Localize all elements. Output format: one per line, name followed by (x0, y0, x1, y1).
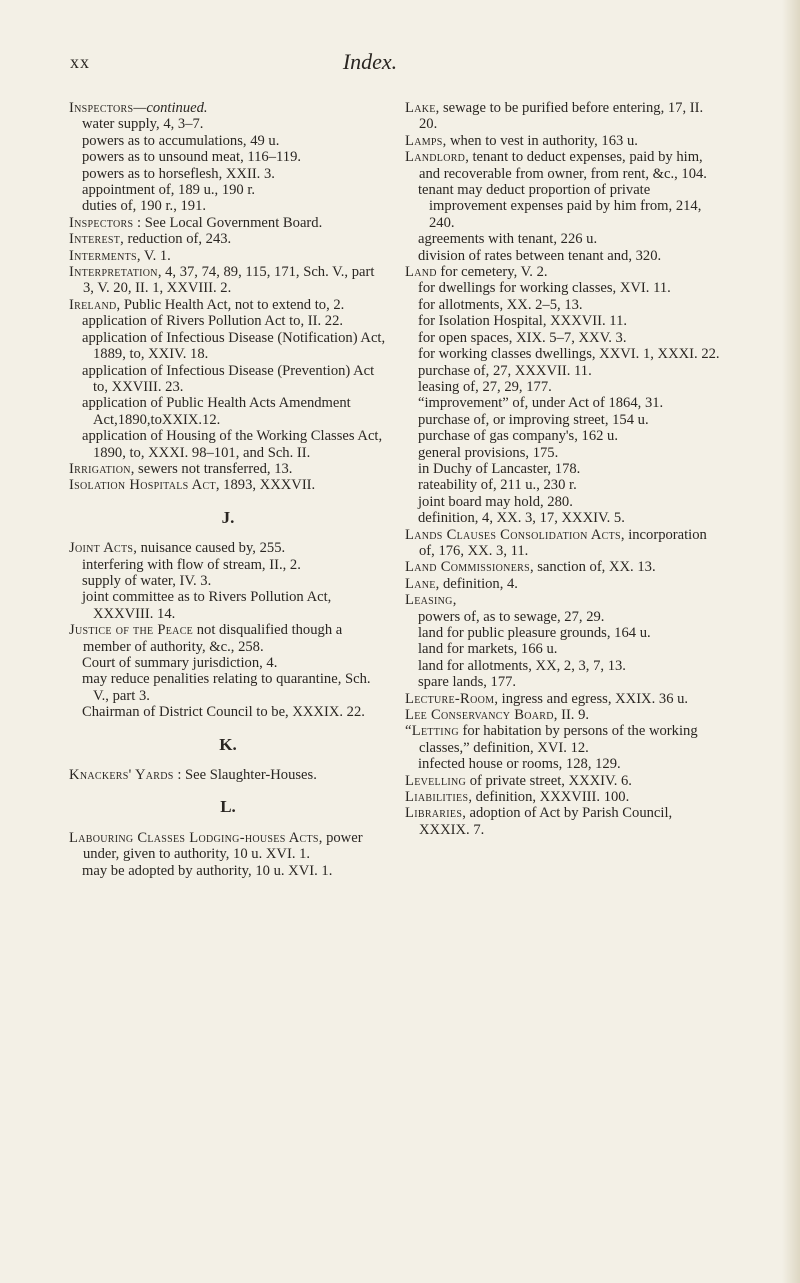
index-entry (405, 100, 723, 133)
index-subentry: leasing of, 27, 29, 177. (418, 378, 552, 395)
entry-references: , 1893, XXXVII. (215, 477, 316, 494)
index-entry (405, 691, 723, 707)
index-subentry: land for public pleasure grounds, 164 u. (418, 625, 651, 641)
section-letter: J. (221, 507, 235, 527)
running-title: Index. (342, 49, 398, 74)
index-subentry: for allotments, XX. 2–5, 13. (418, 296, 583, 313)
entry-heading: Lecture-Room (405, 690, 495, 707)
index-subentry: powers as to horseflesh, XXII. 3. (82, 165, 275, 182)
index-entry (69, 215, 387, 231)
entry-heading: Land (405, 264, 437, 281)
index-entry (405, 559, 723, 575)
index-subentry: for Isolation Hospital, XXXVII. 11. (418, 313, 628, 330)
index-subentry: infected house or rooms, 128, 129. (418, 756, 621, 773)
index-entry (405, 264, 723, 280)
index-subentry: land for markets, 166 u. (418, 641, 558, 658)
index-subentry: in Duchy of Lancaster, 178. (418, 460, 581, 477)
entry-heading: “Letting (405, 723, 459, 740)
index-entry (69, 767, 387, 783)
left-column (69, 100, 387, 879)
index-subentry: tenant may deduct proportion of private improvement expenses paid by him from, 214, 240. (418, 182, 702, 231)
entry-references: : See Slaughter-Houses. (173, 767, 317, 784)
entry-heading: Land Commissioners (405, 559, 530, 576)
entry-references: , definition, 4. (435, 575, 518, 592)
entry-references: , when to vest in authority, 163 u. (442, 132, 638, 149)
entry-references: , power under, given to authority, 10 u. XVI. 1. (83, 829, 363, 863)
index-subentry: Court of summary jurisdiction, 4. (82, 655, 278, 671)
index-entry (69, 830, 387, 863)
index-subentry: may be adopted by authority, 10 u. XVI. 1. (82, 862, 333, 879)
index-entry (69, 297, 387, 313)
entry-references: , sewers not transferred, 13. (130, 460, 293, 477)
entry-references: , tenant to deduct expenses, paid by him, and recoverable from owner, from rent, &c., 104. (419, 149, 707, 182)
entry-heading: Inspectors (69, 214, 134, 231)
entry-heading: Labouring Classes Lodging-houses Acts (69, 829, 319, 846)
index-subentry: purchase of, or improving street, 154 u. (418, 411, 649, 428)
entry-heading: Lamps (405, 132, 443, 149)
index-entry (405, 133, 723, 149)
index-subentry: agreements with tenant, 226 u. (418, 231, 598, 248)
entry-heading: Lane (405, 575, 436, 592)
index-subentry: division of rates between tenant and, 320. (418, 247, 662, 264)
entry-references: , 4, 37, 74, 89, 115, 171, Sch. V., part 3, V. 20, II. 1, XXVIII. 2. (83, 264, 375, 297)
index-entry (69, 540, 387, 556)
entry-heading: Knackers' Yards (69, 767, 174, 784)
index-entry (69, 248, 387, 264)
index-entry (405, 789, 723, 805)
entry-references: , incorporation of, 176, XX. 3, 11. (419, 526, 707, 559)
index-entry (405, 149, 723, 182)
index-subentry: general provisions, 175. (418, 444, 559, 461)
entry-references: for cemetery, V. 2. (436, 264, 548, 281)
section-letter: L. (220, 797, 236, 817)
entry-references: , sewage to be purified before entering, 17, II. 20. (419, 100, 704, 133)
page-edge-shadow (782, 0, 800, 1283)
entry-heading: Leasing (405, 592, 453, 609)
entry-references: of private street, XXXIV. 6. (466, 772, 632, 789)
entry-references: , reduction of, 243. (120, 231, 232, 248)
right-column (405, 100, 723, 838)
entry-heading: Lake (405, 100, 436, 116)
index-subentry: may reduce penalities relating to quarantine, Sch. V., part 3. (82, 671, 371, 704)
entry-heading: Irrigation (69, 460, 131, 477)
index-subentry: supply of water, IV. 3. (82, 572, 212, 589)
index-subentry: for working classes dwellings, XXVI. 1, XXXI. 22. (418, 346, 720, 363)
index-entry (405, 723, 723, 756)
index-entry (405, 592, 723, 608)
entry-heading: Libraries (405, 805, 463, 822)
entry-heading: Interpretation (69, 264, 158, 281)
index-subentry: application of Housing of the Working Classes Act, 1890, to, XXXI. 98–101, and Sch. II. (82, 428, 383, 461)
index-subentry: spare lands, 177. (418, 674, 517, 691)
entry-heading: Ireland (69, 296, 117, 313)
index-subentry: appointment of, 189 u., 190 r. (82, 182, 256, 199)
entry-references: , II. 9. (553, 707, 590, 724)
entry-references: , (452, 592, 457, 609)
index-entry (405, 527, 723, 560)
entry-references: : See Local Government Board. (133, 214, 323, 231)
page-number: xx (70, 52, 90, 72)
index-subentry: rateability of, 211 u., 230 r. (418, 477, 577, 494)
entry-heading: Inspectors (69, 100, 134, 116)
index-entry (405, 576, 723, 592)
entry-heading: Joint Acts (69, 540, 134, 557)
page-header (70, 49, 670, 82)
index-subentry: Chairman of District Council to be, XXXIX. 22. (82, 704, 365, 721)
entry-references: not disqualified though a member of authority, &c., 258. (83, 622, 343, 655)
entry-references: , nuisance caused by, 255. (133, 540, 286, 557)
index-subentry: application of Infectious Disease (Prevention) Act to, XXVIII. 23. (82, 362, 375, 395)
index-subentry: “improvement” of, under Act of 1864, 31. (418, 395, 664, 412)
index-subentry: land for allotments, XX, 2, 3, 7, 13. (418, 657, 626, 674)
index-subentry: powers as to accumulations, 49 u. (82, 132, 280, 149)
index-entry (69, 461, 387, 477)
index-entry (69, 100, 387, 116)
entry-references: —continued. (133, 100, 208, 116)
index-subentry: purchase of, 27, XXXVII. 11. (418, 362, 592, 379)
index-entry (405, 773, 723, 789)
index-subentry: interfering with flow of stream, II., 2. (82, 556, 301, 573)
index-entry (69, 477, 387, 493)
index-subentry: powers as to unsound meat, 116–119. (82, 149, 302, 166)
index-subentry: joint committee as to Rivers Pollution Act, XXXVIII. 14. (82, 589, 332, 622)
entry-references: , definition, XXXVIII. 100. (468, 789, 630, 806)
entry-heading: Interest (69, 231, 121, 248)
index-subentry: application of Rivers Pollution Act to, II. 22. (82, 313, 344, 330)
entry-heading: Lee Conservancy Board (405, 707, 554, 724)
section-letter: K. (219, 734, 237, 754)
index-entry (405, 707, 723, 723)
entry-heading: Justice of the Peace (69, 622, 194, 639)
index-subentry: for open spaces, XIX. 5–7, XXV. 3. (418, 329, 627, 346)
index-subentry: application of Public Health Acts Amendment Act,1890,toXXIX.12. (82, 395, 351, 428)
index-subentry: duties of, 190 r., 191. (82, 198, 207, 215)
index-subentry: purchase of gas company's, 162 u. (418, 428, 619, 445)
index-subentry: application of Infectious Disease (Notification) Act, 1889, to, XXIV. 18. (82, 329, 386, 363)
entry-references: , adoption of Act by Parish Council, XXXIX. 7. (419, 805, 673, 838)
entry-references: , V. 1. (136, 247, 171, 264)
entry-heading: Liabilities (405, 789, 469, 806)
entry-heading: Isolation Hospitals Act (69, 477, 216, 494)
entry-heading: Landlord (405, 149, 466, 166)
index-entry (405, 805, 723, 838)
index-subentry: water supply, 4, 3–7. (82, 116, 204, 133)
index-subentry: definition, 4, XX. 3, 17, XXXIV. 5. (418, 510, 625, 527)
entry-references: , sanction of, XX. 13. (529, 559, 656, 576)
entry-heading: Interments (69, 247, 137, 264)
entry-references: , Public Health Act, not to extend to, 2. (116, 296, 345, 313)
index-subentry: joint board may hold, 280. (418, 493, 573, 510)
entry-references: , ingress and egress, XXIX. 36 u. (494, 690, 689, 707)
index-subentry: powers of, as to sewage, 27, 29. (418, 608, 605, 625)
index-subentry: for dwellings for working classes, XVI. 11. (418, 280, 671, 297)
entry-references: for habitation by persons of the working classes,” definition, XVI. 12. (419, 723, 698, 756)
entry-heading: Levelling (405, 772, 467, 789)
entry-heading: Lands Clauses Consolidation Acts (405, 526, 621, 543)
index-entry (69, 231, 387, 247)
index-entry (69, 264, 387, 297)
index-entry (69, 622, 387, 655)
